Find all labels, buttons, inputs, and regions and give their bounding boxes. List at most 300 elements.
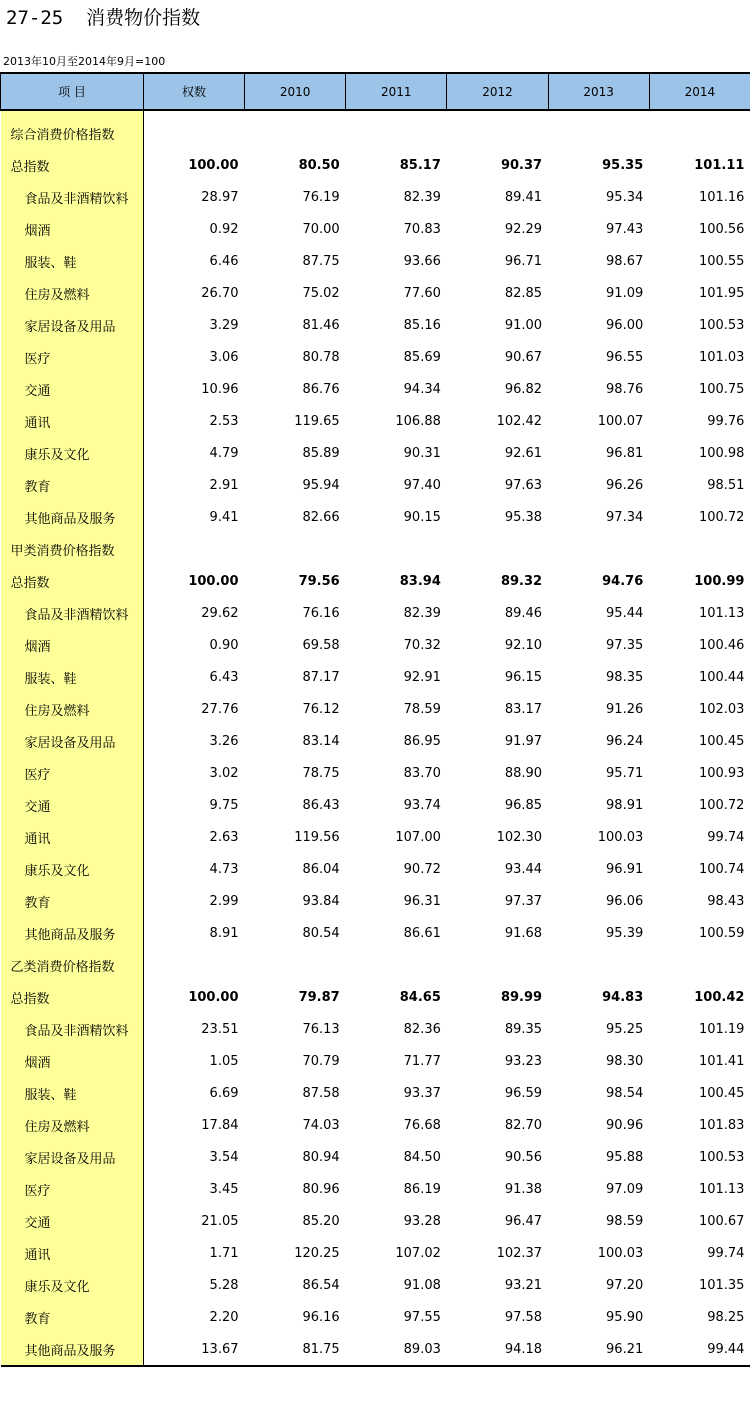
index-cell: 76.13 bbox=[302, 1021, 340, 1037]
index-cell: 97.63 bbox=[504, 477, 543, 493]
index-cell: 82.36 bbox=[403, 1021, 441, 1037]
index-cell: 106.88 bbox=[395, 413, 441, 429]
index-cell: 84.65 bbox=[399, 989, 441, 1005]
index-cell: 100.03 bbox=[597, 829, 644, 845]
empty-cell bbox=[649, 533, 750, 565]
table-row bbox=[1, 1013, 750, 1045]
price-index-table bbox=[0, 72, 750, 1367]
weight-cell: 0.90 bbox=[209, 637, 239, 653]
index-cell: 90.56 bbox=[504, 1149, 543, 1165]
weight-cell: 6.43 bbox=[209, 669, 239, 685]
section-row bbox=[1, 533, 750, 565]
index-cell: 85.20 bbox=[302, 1213, 340, 1229]
empty-cell bbox=[548, 949, 649, 981]
table-row bbox=[1, 245, 750, 277]
index-cell: 91.38 bbox=[504, 1181, 543, 1197]
index-cell: 100.75 bbox=[698, 381, 745, 397]
index-cell: 100.44 bbox=[698, 669, 745, 685]
index-cell: 96.15 bbox=[504, 669, 543, 685]
index-cell: 96.71 bbox=[504, 253, 543, 269]
index-cell: 93.28 bbox=[403, 1213, 441, 1229]
index-cell: 97.55 bbox=[403, 1309, 441, 1325]
table-row bbox=[1, 1269, 750, 1301]
index-cell: 93.21 bbox=[504, 1277, 543, 1293]
index-cell: 85.89 bbox=[302, 445, 340, 461]
weight-cell: 3.29 bbox=[209, 317, 239, 333]
empty-cell bbox=[548, 533, 649, 565]
index-cell: 88.90 bbox=[504, 765, 543, 781]
weight-cell: 23.51 bbox=[201, 1021, 239, 1037]
index-cell: 95.34 bbox=[606, 189, 644, 205]
index-cell: 100.46 bbox=[698, 637, 745, 653]
header-year: 2012 bbox=[447, 73, 548, 110]
row-label: 食品及非酒精饮料 bbox=[1, 1013, 144, 1045]
section-title: 综合消费价格指数 bbox=[1, 117, 144, 149]
table-row bbox=[1, 1237, 750, 1269]
index-cell: 83.94 bbox=[399, 573, 441, 589]
weight-cell: 1.05 bbox=[209, 1053, 239, 1069]
index-cell: 99.74 bbox=[707, 1245, 745, 1261]
index-cell: 98.54 bbox=[606, 1085, 644, 1101]
table-row bbox=[1, 1173, 750, 1205]
index-cell: 91.97 bbox=[504, 733, 543, 749]
spacer-row bbox=[1, 110, 750, 117]
empty-cell bbox=[346, 117, 447, 149]
index-cell: 100.53 bbox=[698, 317, 745, 333]
row-label: 总指数 bbox=[1, 981, 144, 1013]
index-cell: 101.95 bbox=[698, 285, 745, 301]
index-cell: 89.46 bbox=[504, 605, 543, 621]
index-cell: 85.17 bbox=[399, 157, 441, 173]
row-label: 总指数 bbox=[1, 565, 144, 597]
weight-cell: 13.67 bbox=[144, 1333, 245, 1366]
index-cell: 80.94 bbox=[302, 1149, 340, 1165]
table-row bbox=[1, 341, 750, 373]
index-cell: 96.31 bbox=[403, 893, 441, 909]
weight-cell: 28.97 bbox=[201, 189, 239, 205]
total-row bbox=[1, 565, 750, 597]
row-label: 食品及非酒精饮料 bbox=[1, 597, 144, 629]
weight-cell: 10.96 bbox=[201, 381, 239, 397]
index-cell: 96.82 bbox=[504, 381, 543, 397]
empty-cell bbox=[144, 117, 245, 149]
index-cell: 81.75 bbox=[245, 1333, 346, 1366]
table-row bbox=[1, 789, 750, 821]
empty-cell bbox=[245, 949, 346, 981]
index-cell: 70.32 bbox=[403, 637, 441, 653]
weight-cell: 4.73 bbox=[209, 861, 239, 877]
weight-cell: 17.84 bbox=[201, 1117, 239, 1133]
spacer-cell bbox=[548, 110, 649, 117]
weight-cell: 3.45 bbox=[209, 1181, 239, 1197]
table-row bbox=[1, 373, 750, 405]
index-cell: 107.02 bbox=[395, 1245, 441, 1261]
table-row bbox=[1, 917, 750, 949]
index-cell: 86.54 bbox=[302, 1277, 340, 1293]
index-cell: 96.21 bbox=[548, 1333, 649, 1366]
index-cell: 89.41 bbox=[504, 189, 543, 205]
index-cell: 93.66 bbox=[403, 253, 441, 269]
row-label: 其他商品及服务 bbox=[1, 501, 144, 533]
index-cell: 98.91 bbox=[606, 797, 644, 813]
table-row bbox=[1, 597, 750, 629]
empty-cell bbox=[346, 949, 447, 981]
index-cell: 98.51 bbox=[707, 477, 745, 493]
table-row bbox=[1, 1205, 750, 1237]
index-cell: 98.43 bbox=[707, 893, 745, 909]
index-cell: 76.68 bbox=[403, 1117, 441, 1133]
index-cell: 95.71 bbox=[606, 765, 644, 781]
index-cell: 94.83 bbox=[602, 989, 644, 1005]
row-label: 服装、鞋 bbox=[1, 1077, 144, 1109]
index-cell: 99.74 bbox=[707, 829, 745, 845]
weight-cell: 29.62 bbox=[201, 605, 239, 621]
index-cell: 90.31 bbox=[403, 445, 441, 461]
index-cell: 98.67 bbox=[606, 253, 644, 269]
table-row bbox=[1, 1045, 750, 1077]
index-cell: 97.35 bbox=[606, 637, 644, 653]
spacer-cell bbox=[346, 110, 447, 117]
index-cell: 80.50 bbox=[298, 157, 340, 173]
index-cell: 85.69 bbox=[403, 349, 441, 365]
header-year: 2013 bbox=[548, 73, 649, 110]
index-cell: 86.43 bbox=[302, 797, 340, 813]
index-cell: 78.75 bbox=[302, 765, 340, 781]
index-cell: 89.03 bbox=[346, 1333, 447, 1366]
row-label: 食品及非酒精饮料 bbox=[1, 181, 144, 213]
row-label: 烟酒 bbox=[1, 213, 144, 245]
index-cell: 96.81 bbox=[606, 445, 644, 461]
index-cell: 97.37 bbox=[504, 893, 543, 909]
index-cell: 95.35 bbox=[602, 157, 644, 173]
index-cell: 100.45 bbox=[698, 1085, 745, 1101]
index-cell: 96.26 bbox=[606, 477, 644, 493]
index-cell: 100.53 bbox=[698, 1149, 745, 1165]
weight-cell: 2.99 bbox=[209, 893, 239, 909]
base-period-note: 2013年10月至2014年9月=100 bbox=[3, 55, 166, 68]
empty-cell bbox=[447, 533, 548, 565]
index-cell: 97.09 bbox=[606, 1181, 644, 1197]
table-row bbox=[1, 1141, 750, 1173]
index-cell: 70.83 bbox=[403, 221, 441, 237]
index-cell: 97.20 bbox=[606, 1277, 644, 1293]
header-row bbox=[1, 73, 750, 110]
empty-cell bbox=[649, 949, 750, 981]
index-cell: 86.95 bbox=[403, 733, 441, 749]
index-cell: 96.59 bbox=[504, 1085, 543, 1101]
row-label: 交通 bbox=[1, 373, 144, 405]
index-cell: 92.29 bbox=[504, 221, 543, 237]
index-cell: 101.13 bbox=[698, 605, 745, 621]
row-label: 通讯 bbox=[1, 821, 144, 853]
index-cell: 96.55 bbox=[606, 349, 644, 365]
index-cell: 90.15 bbox=[403, 509, 441, 525]
row-label: 康乐及文化 bbox=[1, 437, 144, 469]
row-label: 交通 bbox=[1, 1205, 144, 1237]
index-cell: 76.12 bbox=[302, 701, 340, 717]
index-cell: 96.85 bbox=[504, 797, 543, 813]
index-cell: 101.41 bbox=[698, 1053, 745, 1069]
index-cell: 90.67 bbox=[504, 349, 543, 365]
index-cell: 93.44 bbox=[504, 861, 543, 877]
index-cell: 120.25 bbox=[294, 1245, 340, 1261]
index-cell: 74.03 bbox=[302, 1117, 340, 1133]
weight-cell: 3.06 bbox=[209, 349, 239, 365]
row-label: 医疗 bbox=[1, 1173, 144, 1205]
index-cell: 101.83 bbox=[698, 1117, 745, 1133]
index-cell: 102.03 bbox=[698, 701, 745, 717]
table-row bbox=[1, 181, 750, 213]
table-row bbox=[1, 469, 750, 501]
index-cell: 97.40 bbox=[403, 477, 441, 493]
index-cell: 81.46 bbox=[302, 317, 340, 333]
row-label: 烟酒 bbox=[1, 1045, 144, 1077]
index-cell: 107.00 bbox=[395, 829, 441, 845]
index-cell: 90.37 bbox=[500, 157, 543, 173]
index-cell: 95.25 bbox=[606, 1021, 644, 1037]
spacer-cell bbox=[144, 110, 245, 117]
index-cell: 91.68 bbox=[504, 925, 543, 941]
row-label: 教育 bbox=[1, 469, 144, 501]
table-row bbox=[1, 693, 750, 725]
index-cell: 82.70 bbox=[504, 1117, 543, 1133]
index-cell: 76.19 bbox=[302, 189, 340, 205]
weight-cell: 4.79 bbox=[209, 445, 239, 461]
index-cell: 82.39 bbox=[403, 605, 441, 621]
header-year: 2014 bbox=[649, 73, 750, 110]
weight-cell: 3.02 bbox=[209, 765, 239, 781]
index-cell: 85.16 bbox=[403, 317, 441, 333]
index-cell: 80.96 bbox=[302, 1181, 340, 1197]
index-cell: 95.88 bbox=[606, 1149, 644, 1165]
table-row bbox=[1, 629, 750, 661]
section-row bbox=[1, 949, 750, 981]
index-cell: 78.59 bbox=[403, 701, 441, 717]
weight-cell: 0.92 bbox=[209, 221, 239, 237]
header-weight: 权数 bbox=[144, 73, 245, 110]
index-cell: 70.79 bbox=[302, 1053, 340, 1069]
index-cell: 101.03 bbox=[698, 349, 745, 365]
weight-cell: 2.91 bbox=[209, 477, 239, 493]
row-label: 教育 bbox=[1, 1301, 144, 1333]
index-cell: 100.03 bbox=[597, 1245, 644, 1261]
index-cell: 87.75 bbox=[302, 253, 340, 269]
row-label: 服装、鞋 bbox=[1, 661, 144, 693]
index-cell: 79.56 bbox=[298, 573, 340, 589]
index-cell: 83.14 bbox=[302, 733, 340, 749]
index-cell: 86.76 bbox=[302, 381, 340, 397]
table-row bbox=[1, 1109, 750, 1141]
empty-cell bbox=[548, 117, 649, 149]
index-cell: 83.70 bbox=[403, 765, 441, 781]
row-label: 其他商品及服务 bbox=[1, 1333, 144, 1366]
index-cell: 76.16 bbox=[302, 605, 340, 621]
empty-cell bbox=[649, 117, 750, 149]
weight-cell: 3.54 bbox=[209, 1149, 239, 1165]
index-cell: 96.47 bbox=[504, 1213, 543, 1229]
row-label: 医疗 bbox=[1, 757, 144, 789]
index-cell: 101.13 bbox=[698, 1181, 745, 1197]
row-label: 教育 bbox=[1, 885, 144, 917]
weight-cell: 27.76 bbox=[201, 701, 239, 717]
index-cell: 100.93 bbox=[698, 765, 745, 781]
weight-cell: 9.41 bbox=[209, 509, 239, 525]
index-cell: 83.17 bbox=[504, 701, 543, 717]
index-cell: 91.08 bbox=[403, 1277, 441, 1293]
index-cell: 79.87 bbox=[298, 989, 340, 1005]
index-cell: 100.45 bbox=[698, 733, 745, 749]
index-cell: 100.59 bbox=[698, 925, 745, 941]
table-row bbox=[1, 821, 750, 853]
row-label: 家居设备及用品 bbox=[1, 725, 144, 757]
weight-cell: 100.00 bbox=[188, 157, 239, 173]
table-row bbox=[1, 405, 750, 437]
index-cell: 82.85 bbox=[504, 285, 543, 301]
section-title: 甲类消费价格指数 bbox=[1, 533, 144, 565]
index-cell: 82.39 bbox=[403, 189, 441, 205]
index-cell: 98.25 bbox=[707, 1309, 745, 1325]
index-cell: 90.96 bbox=[606, 1117, 644, 1133]
index-cell: 100.74 bbox=[698, 861, 745, 877]
index-cell: 96.16 bbox=[302, 1309, 340, 1325]
empty-cell bbox=[245, 117, 346, 149]
index-cell: 97.43 bbox=[606, 221, 644, 237]
index-cell: 96.00 bbox=[606, 317, 644, 333]
index-cell: 99.44 bbox=[649, 1333, 750, 1366]
index-cell: 89.99 bbox=[500, 989, 543, 1005]
index-cell: 96.24 bbox=[606, 733, 644, 749]
row-label: 总指数 bbox=[1, 149, 144, 181]
index-cell: 89.35 bbox=[504, 1021, 543, 1037]
spacer-cell bbox=[245, 110, 346, 117]
index-cell: 91.26 bbox=[606, 701, 644, 717]
table-row bbox=[1, 1333, 750, 1366]
index-cell: 70.00 bbox=[302, 221, 340, 237]
index-cell: 96.06 bbox=[606, 893, 644, 909]
index-cell: 102.37 bbox=[496, 1245, 543, 1261]
spacer-cell bbox=[649, 110, 750, 117]
index-cell: 100.72 bbox=[698, 797, 745, 813]
index-cell: 80.78 bbox=[302, 349, 340, 365]
index-cell: 100.72 bbox=[698, 509, 745, 525]
index-cell: 119.56 bbox=[294, 829, 340, 845]
index-cell: 93.74 bbox=[403, 797, 441, 813]
weight-cell: 100.00 bbox=[188, 989, 239, 1005]
table-row bbox=[1, 277, 750, 309]
index-cell: 100.55 bbox=[698, 253, 745, 269]
weight-cell: 1.71 bbox=[209, 1245, 239, 1261]
index-cell: 92.10 bbox=[504, 637, 543, 653]
index-cell: 84.50 bbox=[403, 1149, 441, 1165]
index-cell: 102.30 bbox=[496, 829, 543, 845]
index-cell: 101.19 bbox=[698, 1021, 745, 1037]
row-label: 烟酒 bbox=[1, 629, 144, 661]
table-row bbox=[1, 309, 750, 341]
index-cell: 91.09 bbox=[606, 285, 644, 301]
header-year: 2011 bbox=[346, 73, 447, 110]
index-cell: 100.98 bbox=[698, 445, 745, 461]
table-row bbox=[1, 757, 750, 789]
index-cell: 119.65 bbox=[294, 413, 340, 429]
index-cell: 95.90 bbox=[606, 1309, 644, 1325]
index-cell: 94.18 bbox=[447, 1333, 548, 1366]
index-cell: 97.34 bbox=[606, 509, 644, 525]
weight-cell: 26.70 bbox=[201, 285, 239, 301]
index-cell: 75.02 bbox=[302, 285, 340, 301]
weight-cell: 100.00 bbox=[188, 573, 239, 589]
row-label: 通讯 bbox=[1, 405, 144, 437]
weight-cell: 2.63 bbox=[209, 829, 239, 845]
row-label: 住房及燃料 bbox=[1, 1109, 144, 1141]
table-row bbox=[1, 1301, 750, 1333]
weight-cell: 8.91 bbox=[209, 925, 239, 941]
index-cell: 100.67 bbox=[698, 1213, 745, 1229]
spacer-cell bbox=[1, 110, 144, 117]
index-cell: 86.19 bbox=[403, 1181, 441, 1197]
header-item: 项 目 bbox=[1, 73, 144, 110]
index-cell: 93.23 bbox=[504, 1053, 543, 1069]
row-label: 其他商品及服务 bbox=[1, 917, 144, 949]
index-cell: 102.42 bbox=[496, 413, 543, 429]
row-label: 服装、鞋 bbox=[1, 245, 144, 277]
index-cell: 96.91 bbox=[606, 861, 644, 877]
row-label: 家居设备及用品 bbox=[1, 1141, 144, 1173]
index-cell: 100.56 bbox=[698, 221, 745, 237]
index-cell: 98.76 bbox=[606, 381, 644, 397]
index-cell: 94.34 bbox=[403, 381, 441, 397]
index-cell: 98.30 bbox=[606, 1053, 644, 1069]
index-cell: 77.60 bbox=[403, 285, 441, 301]
index-cell: 100.99 bbox=[694, 573, 745, 589]
index-cell: 86.04 bbox=[302, 861, 340, 877]
index-cell: 87.58 bbox=[302, 1085, 340, 1101]
weight-cell: 21.05 bbox=[201, 1213, 239, 1229]
index-cell: 80.54 bbox=[302, 925, 340, 941]
header-year: 2010 bbox=[245, 73, 346, 110]
index-cell: 86.61 bbox=[403, 925, 441, 941]
total-row bbox=[1, 149, 750, 181]
empty-cell bbox=[245, 533, 346, 565]
index-cell: 95.38 bbox=[504, 509, 543, 525]
index-cell: 92.91 bbox=[403, 669, 441, 685]
index-cell: 98.35 bbox=[606, 669, 644, 685]
empty-cell bbox=[447, 949, 548, 981]
weight-cell: 5.28 bbox=[209, 1277, 239, 1293]
section-row bbox=[1, 117, 750, 149]
row-label: 康乐及文化 bbox=[1, 1269, 144, 1301]
page-title: 27-25 消费物价指数 bbox=[6, 7, 201, 29]
index-cell: 95.94 bbox=[302, 477, 340, 493]
index-cell: 100.42 bbox=[694, 989, 745, 1005]
index-cell: 91.00 bbox=[504, 317, 543, 333]
row-label: 交通 bbox=[1, 789, 144, 821]
empty-cell bbox=[346, 533, 447, 565]
index-cell: 93.37 bbox=[403, 1085, 441, 1101]
empty-cell bbox=[144, 949, 245, 981]
row-label: 住房及燃料 bbox=[1, 277, 144, 309]
weight-cell: 3.26 bbox=[209, 733, 239, 749]
index-cell: 89.32 bbox=[500, 573, 543, 589]
index-cell: 95.39 bbox=[606, 925, 644, 941]
index-cell: 87.17 bbox=[302, 669, 340, 685]
total-row bbox=[1, 981, 750, 1013]
weight-cell: 6.46 bbox=[209, 253, 239, 269]
index-cell: 101.11 bbox=[694, 157, 745, 173]
index-cell: 97.58 bbox=[504, 1309, 543, 1325]
index-cell: 99.76 bbox=[707, 413, 745, 429]
section-title: 乙类消费价格指数 bbox=[1, 949, 144, 981]
index-cell: 93.84 bbox=[302, 893, 340, 909]
